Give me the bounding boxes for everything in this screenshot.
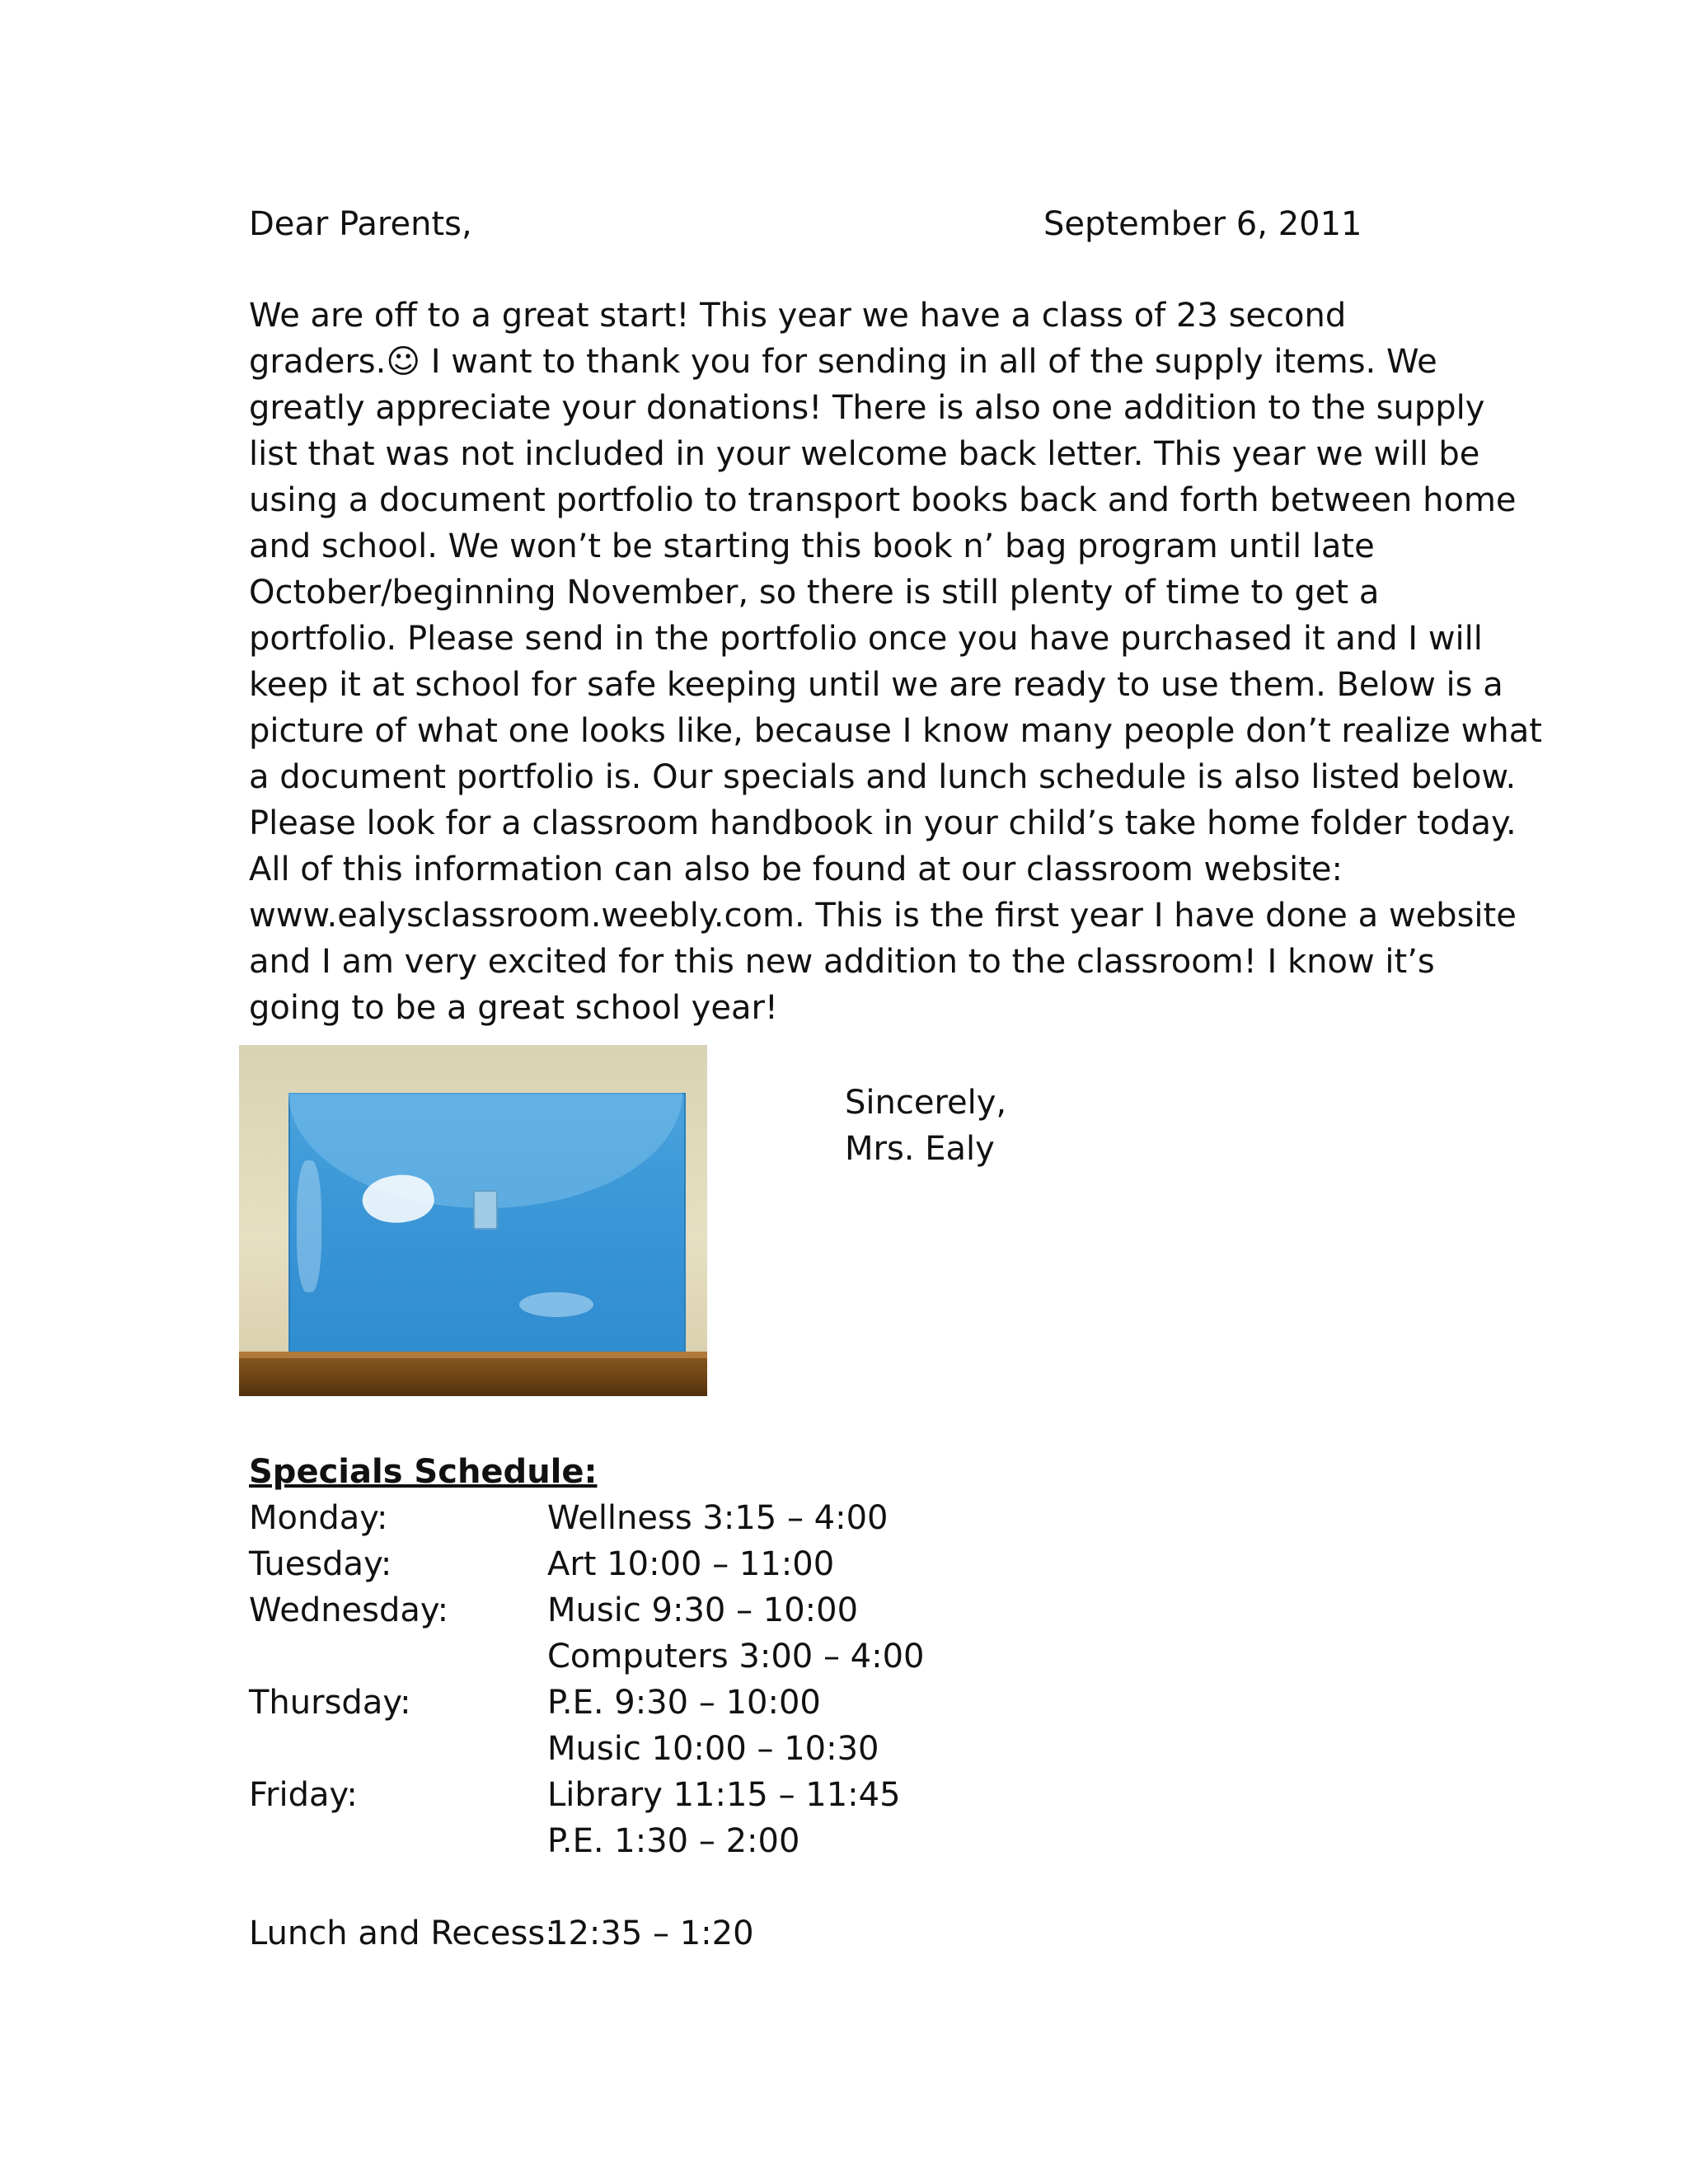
closing-block (845, 1080, 1006, 1172)
light-glare (519, 1292, 593, 1317)
salutation: Dear Parents, (249, 205, 472, 243)
schedule-item: P.E. 1:30 – 2:00 (547, 1822, 800, 1860)
body-line: list that was not included in your welcome back letter. This year we will be (249, 435, 1480, 473)
schedule-item: Wellness 3:15 – 4:00 (547, 1499, 889, 1537)
body-line: and I am very excited for this new addition to the classroom! I know it’s (249, 943, 1435, 981)
wooden-shelf (239, 1352, 707, 1396)
body-line: keep it at school for safe keeping until we are ready to use them. Below is a (249, 666, 1503, 704)
lunch-time: 12:35 – 1:20 (547, 1915, 754, 1952)
portfolio-clasp (473, 1190, 498, 1230)
body-line: We are off to a great start! This year we have a class of 23 second (249, 297, 1347, 335)
body-line: www.ealysclassroom.weebly.com. This is the first year I have done a website (249, 897, 1517, 935)
body-line: picture of what one looks like, because I know many people don’t realize what (249, 712, 1542, 750)
body-line: a document portfolio is. Our specials and lunch schedule is also listed below. (249, 758, 1517, 796)
body-line: using a document portfolio to transport books back and forth between home (249, 481, 1517, 519)
body-line: going to be a great school year! (249, 989, 778, 1027)
letter-date: September 6, 2011 (1043, 205, 1362, 243)
signature: Mrs. Ealy (845, 1130, 995, 1168)
document-portfolio-photo (239, 1045, 707, 1396)
closing: Sincerely, (845, 1084, 1007, 1122)
schedule-item: P.E. 9:30 – 10:00 (547, 1684, 821, 1722)
schedule-item: Music 10:00 – 10:30 (547, 1730, 879, 1768)
body-line: October/beginning November, so there is still plenty of time to get a (249, 574, 1380, 612)
body-line: All of this information can also be found at our classroom website: (249, 851, 1343, 888)
body-line: portfolio. Please send in the portfolio once you have purchased it and I will (249, 620, 1483, 658)
schedule-day: Tuesday: (249, 1545, 392, 1583)
schedule-day: Friday: (249, 1776, 358, 1814)
schedule-item: Computers 3:00 – 4:00 (547, 1638, 925, 1675)
schedule-item: Music 9:30 – 10:00 (547, 1591, 859, 1629)
body-line: Please look for a classroom handbook in your child’s take home folder today. (249, 804, 1517, 842)
light-glare (297, 1160, 321, 1292)
schedule-day: Monday: (249, 1499, 388, 1537)
schedule-day: Thursday: (249, 1684, 411, 1722)
letter-body (249, 293, 1542, 1031)
body-line: greatly appreciate your donations! There is also one addition to the supply (249, 389, 1485, 427)
schedule-item: Library 11:15 – 11:45 (547, 1776, 901, 1814)
schedule-item: Art 10:00 – 11:00 (547, 1545, 835, 1583)
lunch-label: Lunch and Recess: (249, 1915, 556, 1952)
schedule-heading: Specials Schedule: (249, 1453, 598, 1491)
body-line: graders.☺ I want to thank you for sending in all of the supply items. We (249, 343, 1437, 381)
shelf-edge (239, 1352, 707, 1358)
schedule-day: Wednesday: (249, 1591, 449, 1629)
body-line: and school. We won’t be starting this book n’ bag program until late (249, 527, 1375, 565)
